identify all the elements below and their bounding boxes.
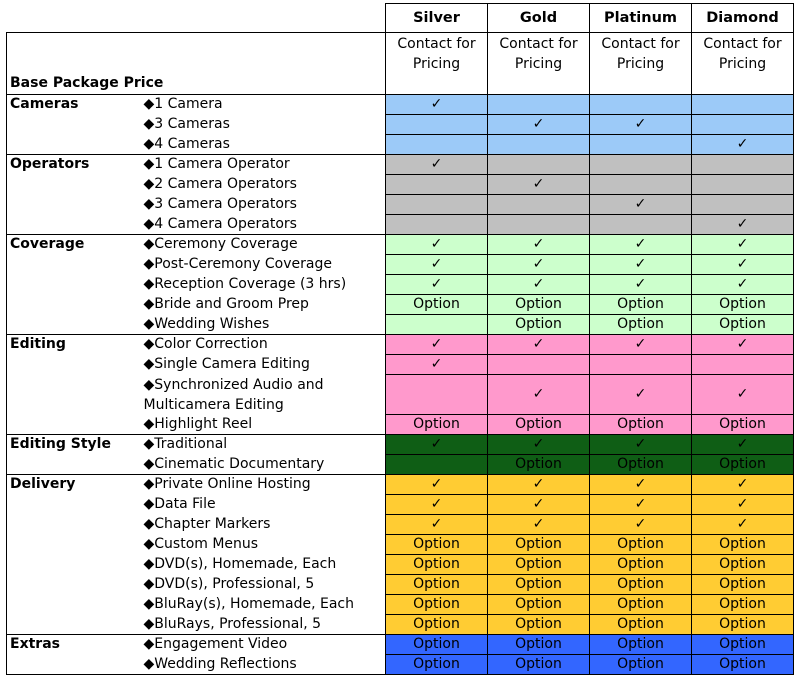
feature-label: ◆Traditional bbox=[144, 435, 386, 455]
cell-silver bbox=[386, 115, 488, 135]
tier-header-silver: Silver bbox=[386, 4, 488, 33]
cell-platinum: Option bbox=[590, 635, 692, 655]
cell-platinum: Option bbox=[590, 615, 692, 635]
section-label: Operators bbox=[7, 155, 144, 235]
cell-diamond: Option bbox=[692, 575, 794, 595]
cell-diamond: ✓ bbox=[692, 515, 794, 535]
cell-diamond: Option bbox=[692, 315, 794, 335]
feature-label: ◆Highlight Reel bbox=[144, 415, 386, 435]
header-blank bbox=[7, 4, 386, 33]
cell-diamond bbox=[692, 175, 794, 195]
cell-diamond: ✓ bbox=[692, 495, 794, 515]
cell-silver: ✓ bbox=[386, 475, 488, 495]
cell-gold: ✓ bbox=[488, 255, 590, 275]
cell-platinum: ✓ bbox=[590, 335, 692, 355]
feature-row bbox=[7, 475, 794, 495]
cell-gold bbox=[488, 135, 590, 155]
cell-platinum bbox=[590, 155, 692, 175]
cell-silver bbox=[386, 375, 488, 415]
cell-platinum: ✓ bbox=[590, 115, 692, 135]
cell-diamond: ✓ bbox=[692, 135, 794, 155]
feature-label: ◆Bride and Groom Prep bbox=[144, 295, 386, 315]
cell-diamond: ✓ bbox=[692, 215, 794, 235]
feature-label: ◆1 Camera bbox=[144, 95, 386, 115]
cell-platinum: Option bbox=[590, 455, 692, 475]
cell-platinum: Option bbox=[590, 555, 692, 575]
cell-diamond: ✓ bbox=[692, 335, 794, 355]
cell-gold: Option bbox=[488, 615, 590, 635]
cell-platinum bbox=[590, 215, 692, 235]
cell-silver: ✓ bbox=[386, 95, 488, 115]
feature-row bbox=[7, 335, 794, 355]
cell-silver: Option bbox=[386, 575, 488, 595]
section-label: Editing Style bbox=[7, 435, 144, 475]
feature-label: ◆2 Camera Operators bbox=[144, 175, 386, 195]
cell-silver: ✓ bbox=[386, 495, 488, 515]
cell-silver bbox=[386, 215, 488, 235]
cell-diamond: Option bbox=[692, 555, 794, 575]
package-comparison-table bbox=[6, 3, 794, 675]
cell-silver: ✓ bbox=[386, 255, 488, 275]
cell-diamond: ✓ bbox=[692, 255, 794, 275]
feature-label: ◆3 Cameras bbox=[144, 115, 386, 135]
section-label: Cameras bbox=[7, 95, 144, 155]
tier-header-platinum: Platinum bbox=[590, 4, 692, 33]
cell-gold: Option bbox=[488, 655, 590, 675]
cell-silver: ✓ bbox=[386, 435, 488, 455]
cell-gold bbox=[488, 355, 590, 375]
feature-label: ◆Post-Ceremony Coverage bbox=[144, 255, 386, 275]
cell-silver: ✓ bbox=[386, 335, 488, 355]
cell-diamond bbox=[692, 195, 794, 215]
cell-gold: ✓ bbox=[488, 495, 590, 515]
feature-label: ◆Synchronized Audio and Multicamera Editing bbox=[144, 375, 386, 415]
base-price-row bbox=[7, 33, 794, 95]
cell-platinum: ✓ bbox=[590, 375, 692, 415]
cell-silver: Option bbox=[386, 615, 488, 635]
feature-label: ◆4 Cameras bbox=[144, 135, 386, 155]
feature-row bbox=[7, 235, 794, 255]
feature-label: ◆Custom Menus bbox=[144, 535, 386, 555]
base-price-silver: Contact for Pricing bbox=[386, 33, 488, 95]
feature-row bbox=[7, 95, 794, 115]
section-label: Editing bbox=[7, 335, 144, 435]
cell-gold: Option bbox=[488, 535, 590, 555]
cell-platinum: ✓ bbox=[590, 435, 692, 455]
cell-platinum bbox=[590, 175, 692, 195]
base-price-diamond: Contact for Pricing bbox=[692, 33, 794, 95]
cell-diamond: Option bbox=[692, 595, 794, 615]
feature-label: ◆DVD(s), Professional, 5 bbox=[144, 575, 386, 595]
cell-gold: Option bbox=[488, 315, 590, 335]
cell-gold bbox=[488, 95, 590, 115]
cell-diamond: Option bbox=[692, 535, 794, 555]
cell-platinum: ✓ bbox=[590, 475, 692, 495]
cell-diamond: ✓ bbox=[692, 475, 794, 495]
base-package-label: Base Package Price bbox=[7, 33, 386, 95]
cell-platinum: Option bbox=[590, 415, 692, 435]
feature-row bbox=[7, 635, 794, 655]
cell-gold: ✓ bbox=[488, 275, 590, 295]
cell-diamond bbox=[692, 355, 794, 375]
section-label: Extras bbox=[7, 635, 144, 675]
tier-header-gold: Gold bbox=[488, 4, 590, 33]
cell-diamond: Option bbox=[692, 295, 794, 315]
cell-gold bbox=[488, 155, 590, 175]
tier-header-diamond: Diamond bbox=[692, 4, 794, 33]
feature-label: ◆Reception Coverage (3 hrs) bbox=[144, 275, 386, 295]
cell-gold: ✓ bbox=[488, 335, 590, 355]
cell-gold: ✓ bbox=[488, 475, 590, 495]
cell-gold bbox=[488, 215, 590, 235]
cell-platinum: ✓ bbox=[590, 235, 692, 255]
feature-label: ◆1 Camera Operator bbox=[144, 155, 386, 175]
feature-label: ◆DVD(s), Homemade, Each bbox=[144, 555, 386, 575]
feature-label: ◆3 Camera Operators bbox=[144, 195, 386, 215]
feature-rows bbox=[7, 95, 794, 675]
cell-silver bbox=[386, 135, 488, 155]
cell-diamond: Option bbox=[692, 615, 794, 635]
feature-label: ◆4 Camera Operators bbox=[144, 215, 386, 235]
cell-diamond bbox=[692, 95, 794, 115]
cell-diamond: Option bbox=[692, 635, 794, 655]
feature-label: ◆Wedding Wishes bbox=[144, 315, 386, 335]
base-price-platinum: Contact for Pricing bbox=[590, 33, 692, 95]
cell-diamond: Option bbox=[692, 455, 794, 475]
cell-silver: Option bbox=[386, 595, 488, 615]
cell-platinum bbox=[590, 95, 692, 115]
cell-platinum bbox=[590, 135, 692, 155]
tier-header-row bbox=[7, 4, 794, 33]
feature-label: ◆Single Camera Editing bbox=[144, 355, 386, 375]
cell-diamond: ✓ bbox=[692, 375, 794, 415]
cell-platinum: ✓ bbox=[590, 275, 692, 295]
cell-gold: ✓ bbox=[488, 435, 590, 455]
feature-label: ◆Wedding Reflections bbox=[144, 655, 386, 675]
cell-silver: ✓ bbox=[386, 235, 488, 255]
cell-platinum: ✓ bbox=[590, 195, 692, 215]
feature-label: ◆Chapter Markers bbox=[144, 515, 386, 535]
cell-diamond bbox=[692, 115, 794, 135]
cell-silver: ✓ bbox=[386, 355, 488, 375]
cell-gold: ✓ bbox=[488, 175, 590, 195]
cell-gold: Option bbox=[488, 575, 590, 595]
feature-label: ◆Private Online Hosting bbox=[144, 475, 386, 495]
cell-silver: Option bbox=[386, 555, 488, 575]
cell-diamond: ✓ bbox=[692, 275, 794, 295]
feature-row bbox=[7, 435, 794, 455]
cell-gold: Option bbox=[488, 295, 590, 315]
feature-label: ◆Engagement Video bbox=[144, 635, 386, 655]
feature-label: ◆Cinematic Documentary bbox=[144, 455, 386, 475]
cell-gold: Option bbox=[488, 635, 590, 655]
cell-platinum: Option bbox=[590, 295, 692, 315]
cell-gold bbox=[488, 195, 590, 215]
cell-platinum: Option bbox=[590, 535, 692, 555]
feature-label: ◆Data File bbox=[144, 495, 386, 515]
cell-gold: Option bbox=[488, 555, 590, 575]
cell-platinum: Option bbox=[590, 655, 692, 675]
cell-gold: ✓ bbox=[488, 515, 590, 535]
cell-silver: Option bbox=[386, 415, 488, 435]
cell-gold: Option bbox=[488, 595, 590, 615]
cell-diamond: ✓ bbox=[692, 235, 794, 255]
cell-diamond: Option bbox=[692, 655, 794, 675]
cell-silver bbox=[386, 195, 488, 215]
cell-gold: ✓ bbox=[488, 375, 590, 415]
cell-gold: ✓ bbox=[488, 235, 590, 255]
cell-platinum: ✓ bbox=[590, 495, 692, 515]
cell-platinum: Option bbox=[590, 595, 692, 615]
cell-silver: ✓ bbox=[386, 155, 488, 175]
cell-silver: Option bbox=[386, 295, 488, 315]
cell-diamond: Option bbox=[692, 415, 794, 435]
cell-silver: ✓ bbox=[386, 275, 488, 295]
cell-silver: Option bbox=[386, 535, 488, 555]
cell-gold: Option bbox=[488, 455, 590, 475]
section-label: Coverage bbox=[7, 235, 144, 335]
cell-diamond: ✓ bbox=[692, 435, 794, 455]
cell-diamond bbox=[692, 155, 794, 175]
base-price-gold: Contact for Pricing bbox=[488, 33, 590, 95]
cell-gold: Option bbox=[488, 415, 590, 435]
feature-label: ◆Color Correction bbox=[144, 335, 386, 355]
section-label: Delivery bbox=[7, 475, 144, 635]
cell-platinum bbox=[590, 355, 692, 375]
cell-silver: Option bbox=[386, 655, 488, 675]
feature-label: ◆BluRay(s), Homemade, Each bbox=[144, 595, 386, 615]
cell-silver bbox=[386, 315, 488, 335]
feature-row bbox=[7, 155, 794, 175]
cell-silver bbox=[386, 455, 488, 475]
feature-label: ◆Ceremony Coverage bbox=[144, 235, 386, 255]
cell-platinum: ✓ bbox=[590, 255, 692, 275]
cell-silver: ✓ bbox=[386, 515, 488, 535]
cell-platinum: ✓ bbox=[590, 515, 692, 535]
cell-gold: ✓ bbox=[488, 115, 590, 135]
cell-platinum: Option bbox=[590, 315, 692, 335]
feature-label: ◆BluRays, Professional, 5 bbox=[144, 615, 386, 635]
cell-silver: Option bbox=[386, 635, 488, 655]
cell-platinum: Option bbox=[590, 575, 692, 595]
cell-silver bbox=[386, 175, 488, 195]
